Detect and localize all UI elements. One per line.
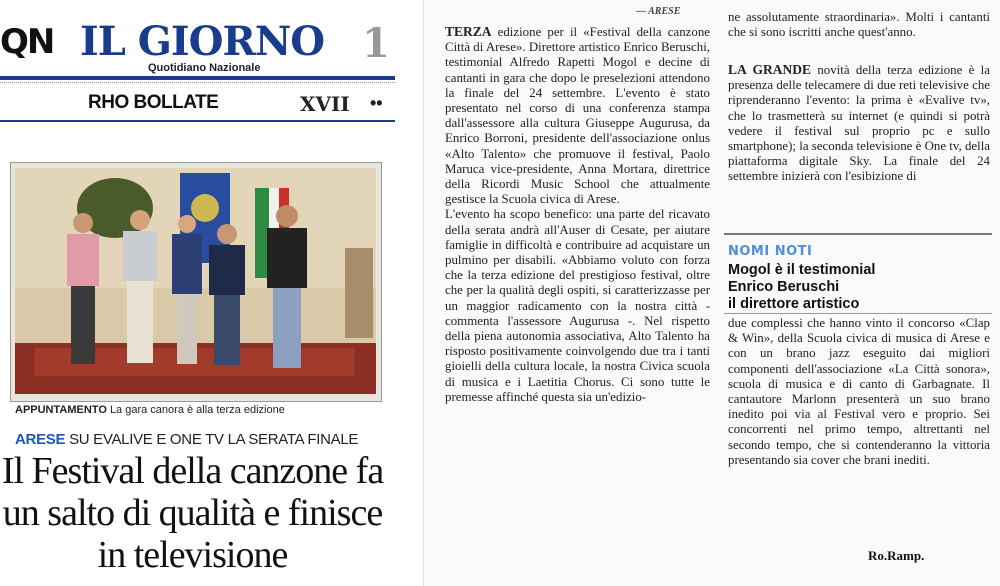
article-column-1 xyxy=(445,24,710,576)
kicker-text: SU EVALIVE E ONE TV LA SERATA FINALE xyxy=(69,431,359,448)
section-rule xyxy=(0,120,395,122)
photo-caption xyxy=(15,404,285,416)
box-kicker: NOMI NOTI xyxy=(728,244,813,259)
masthead-rule xyxy=(0,76,395,80)
masthead-subtitle: Quotidiano Nazionale xyxy=(148,62,261,74)
page-gutter xyxy=(395,0,423,586)
article-column-2-middle xyxy=(728,62,990,222)
kicker-place: ARESE xyxy=(15,431,66,448)
location-tag: — ARESE xyxy=(636,6,681,17)
front-page-panel xyxy=(0,0,395,586)
box-rule-top xyxy=(724,233,992,235)
page-marker: •• xyxy=(370,93,383,113)
article-column-2-top: ne assolutamente straordinaria». Molti i cantanti che si sono iscritti anche quest'anno. xyxy=(728,10,990,40)
page-number: XVII xyxy=(300,92,350,116)
caption-label: APPUNTAMENTO xyxy=(15,404,107,416)
article-text-2: novità della terza edizione è la presenza delle telecamere di due reti televisive che riprenderanno l'evento: la prima è «Evalive tv», che lo trasmetterà su internet (e quindi si potrà vedere il festival sul proprio pc e sullo smartphone); la seconda televisione è One tv, della piattaforma digitale Sky. La finale del 24 settembre inizierà con l'esibizione di xyxy=(728,63,990,184)
caption-text: La gara canora è alla terza edizione xyxy=(109,404,285,416)
article-signature: Ro.Ramp. xyxy=(868,548,925,563)
group-photo xyxy=(15,168,376,394)
article-column-2-bottom: due complessi che hanno vinto il concorso «Clap & Win», della Scuola civica di musica di Arese e con un brano jazz eseguito dai migliori componenti dell'associazione «La Città sonora», scuola di musica e di canto di Garbagnate. Il cantautore Marlonn presenterà un suo brano inedito poi via al Festival vero e proprio. Sei concorrenti nel primo tempo, altrettanti nel secondo tempo, che si contenderanno la vittoria presentando sia cover che brani inediti. xyxy=(728,316,990,467)
box-rule-bottom xyxy=(724,313,992,314)
headline: Il Festival della canzone fa un salto di qualità e finisce in televisione xyxy=(1,450,384,576)
box-title: Mogol è il testimonial Enrico Beruschi il direttore artistico xyxy=(728,262,876,312)
masthead-logo: QN xyxy=(0,22,54,62)
masthead-decoration: 1 xyxy=(362,20,390,67)
section-name: RHO BOLLATE xyxy=(88,92,219,113)
headline-kicker xyxy=(15,431,358,448)
lead-word-2: LA GRANDE xyxy=(728,62,811,77)
article-text-1: edizione per il «Festival della canzone Città di Arese». Direttore artistico Enrico Beruschi, testimonial Alfredo Rapetti Mogol e decine di cantanti in gara che dopo le preselezioni attendono la finale del 24 settembre. L'evento è stato presentato nel corso di una conferenza stampa dall'assessore alla cultura Giuseppe Augurusa, da Enrico Borroni, presidente dell'associazione onlus «Alto Talento» che promuove il festival, Paolo Maruca vice-presidente, Anna Mortara, direttrice della Ricordi Music School che attualmente gestisce la Scuola civica di Arese. L'evento ha scopo benefico: una parte del ricavato della serata andrà all'Auser di Cesate, per aiutare famiglie in difficoltà e contribuire ad acquistare un pulmino per disabili. «Abbiamo voluto con forza che la terza edizione del prestigioso festival, oltre che per la qualità degli ospiti, si caratterizzasse per un maggior radicamento con la nostra città - commenta l'assessore Augurusa -. Nel rispetto della piena autonomia associativa, Alto Talento ha risposto positivamente coinvolgendo due tra i tanti gioielli della cultura locale, la nostra Civica scuola di musica e i Laetitia Chorus. Ci sono tutte le premesse affinché questa sia un'edizio- xyxy=(445,25,710,404)
masthead-title: IL GIORNO xyxy=(80,18,325,65)
masthead-divider xyxy=(0,82,395,88)
lead-word-1: TERZA xyxy=(445,24,492,39)
